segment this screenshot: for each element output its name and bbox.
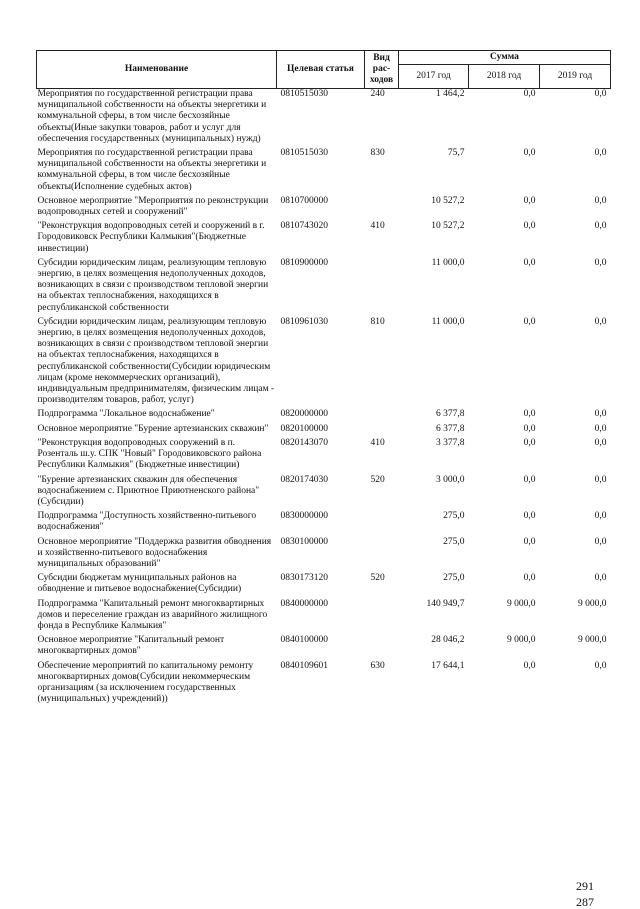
row-2017: 3 377,8: [436, 437, 465, 448]
row-code: 0830000000: [280, 511, 328, 522]
row-vid: 810: [370, 316, 385, 327]
row-code: 0820000000: [280, 409, 328, 420]
table-row: [37, 537, 611, 574]
row-2017: 10 527,2: [431, 195, 465, 206]
row-2018: 0,0: [523, 423, 536, 434]
row-2019: 0,0: [594, 148, 607, 159]
row-vid: [365, 635, 399, 660]
row-2017: 75,7: [447, 148, 465, 159]
table-row: [37, 148, 611, 196]
header-2019: 2019 год: [540, 65, 611, 89]
row-2019: 0,0: [594, 89, 607, 99]
table-row: [37, 599, 611, 636]
row-vid: [365, 511, 399, 536]
row-code: 0830173120: [280, 573, 328, 584]
row-code: 0810743020: [280, 221, 328, 232]
row-2019: 0,0: [594, 660, 607, 671]
row-2018: 9 000,0: [507, 635, 536, 646]
row-name: Основное мероприятие "Поддержка развития обводнения и хозяйственно-питьевого водоснабжения муниципальных образований": [37, 536, 272, 569]
row-code: 0810961030: [280, 316, 328, 327]
row-2019: 0,0: [594, 573, 607, 584]
table-row: [37, 438, 611, 475]
row-2018: 0,0: [523, 257, 536, 268]
table-row: [37, 635, 611, 660]
table-row: [37, 511, 611, 536]
budget-table: [36, 50, 611, 708]
row-2017: 11 000,0: [431, 316, 465, 327]
table-row: [37, 409, 611, 423]
row-2017: 275,0: [443, 511, 465, 522]
row-code: 0810900000: [280, 257, 328, 268]
row-2018: 0,0: [523, 195, 536, 206]
row-name: "Реконструкция водопроводных сетей и сооружений в г. Городовиковск Республики Калмыкия"(Бюджетные инвестиции): [37, 221, 265, 254]
row-2017: 140 949,7: [426, 598, 465, 609]
header-vid: Вид рас-ходов: [365, 51, 399, 89]
row-name: "Бурение артезианских скважин для обеспечения водоснабжением с. Приютное Приютненского района"(Субсидии): [37, 474, 260, 507]
row-2017: 275,0: [443, 536, 465, 547]
row-2017: 17 644,1: [431, 660, 465, 671]
row-2018: 0,0: [523, 536, 536, 547]
table-row: [37, 573, 611, 598]
row-2017: 6 377,8: [436, 423, 465, 434]
row-2017: 10 527,2: [431, 221, 465, 232]
row-2019: 0,0: [594, 474, 607, 485]
row-2019: 0,0: [594, 195, 607, 206]
row-name: Мероприятия по государственной регистрации права муниципальной собственности на объекты энергетики и коммунальной сферы, в том числе бесхозяйные объекты(Иные закупки товаров, работ и услуг для обеспечения государственных (муниципальных) нужд): [37, 89, 267, 144]
row-2018: 0,0: [523, 221, 536, 232]
row-vid: [365, 599, 399, 636]
table-body: [37, 89, 611, 709]
row-code: 0810515030: [280, 89, 328, 99]
row-2018: 0,0: [523, 660, 536, 671]
row-vid: 520: [370, 573, 385, 584]
row-name: Подпрограмма "Капитальный ремонт многоквартирных домов и переселение граждан из аварийного жилищного фонда в Республике Калмыкия": [37, 598, 268, 631]
header-2017: 2017 год: [399, 65, 469, 89]
table-row: [37, 258, 611, 317]
row-2019: 0,0: [594, 316, 607, 327]
row-name: Основное мероприятие "Мероприятия по реконструкции водопроводных сетей и сооружений": [37, 195, 269, 218]
row-2019: 0,0: [594, 257, 607, 268]
row-code: 0840100000: [280, 635, 328, 646]
row-2018: 9 000,0: [507, 598, 536, 609]
table-row: [37, 661, 611, 709]
row-name: Подпрограмма "Доступность хозяйственно-питьевого водоснабжения": [37, 511, 257, 533]
budget-table-page: [36, 50, 610, 708]
row-2019: 0,0: [594, 437, 607, 448]
row-2019: 0,0: [594, 423, 607, 434]
row-name: Основное мероприятие "Бурение артезианских скважин": [37, 423, 269, 434]
row-2017: 6 377,8: [436, 409, 465, 420]
row-code: 0840109601: [280, 660, 328, 671]
row-name: Мероприятия по государственной регистрации права муниципальной собственности на объекты энергетики и коммунальной сферы, в том числе бесхозяйные объекты(Исполнение судебных актов): [37, 148, 267, 192]
page-number-secondary: 287: [576, 895, 594, 909]
row-2017: 3 000,0: [436, 474, 465, 485]
row-name: Субсидии юридическим лицам, реализующим тепловую энергию, в целях возмещения недополученных доходов, возникающих в связи с производством тепловой энергии на объектах теплоснабжения, находящихся в республиканской собственности: [37, 257, 269, 313]
row-code: 0820143070: [280, 437, 328, 448]
row-2017: 28 046,2: [431, 635, 465, 646]
row-name: Основное мероприятие "Капитальный ремонт многоквартирных домов": [37, 635, 225, 657]
table-row: [37, 475, 611, 512]
header-name: Наименование: [37, 51, 277, 89]
row-vid: 630: [370, 660, 385, 671]
row-code: 0820174030: [280, 474, 328, 485]
page-number: 291: [576, 879, 594, 893]
table-row: [37, 317, 611, 410]
row-vid: [365, 258, 399, 317]
row-vid: 830: [370, 148, 385, 159]
row-vid: 410: [370, 437, 385, 448]
row-vid: 240: [370, 89, 385, 99]
row-2018: 0,0: [523, 474, 536, 485]
row-2018: 0,0: [523, 148, 536, 159]
row-2019: 0,0: [594, 221, 607, 232]
table-row: [37, 89, 611, 149]
table-header: [37, 51, 611, 89]
table-row: [37, 221, 611, 258]
row-code: 0810515030: [280, 148, 328, 159]
row-name: Подпрограмма "Локальное водоснабжение": [37, 409, 215, 420]
row-name: "Реконструкция водопроводных сооружений в п. Розенталь ш.у. СПК "Новый" Городовиковского района Республики Калмыкия" (Бюджетные инвестиции): [37, 437, 262, 471]
row-vid: [365, 196, 399, 221]
row-2019: 0,0: [594, 536, 607, 547]
row-vid: 410: [370, 221, 385, 232]
row-2018: 0,0: [523, 573, 536, 584]
table-row: [37, 424, 611, 438]
row-2018: 0,0: [523, 316, 536, 327]
row-vid: [365, 424, 399, 438]
row-name: Субсидии юридическим лицам, реализующим тепловую энергию, в целях возмещения недополученных доходов, возникающих в связи с производством тепловой энергии на объектах теплоснабжения, находящихся в республиканской собственности(Субсидии юридическим лицам (кроме некоммерческих организаций), индивидуальным предпринимателям, физическим лицам - производителям товаров, работ, услуг): [37, 316, 275, 406]
row-2018: 0,0: [523, 409, 536, 420]
row-code: 0810700000: [280, 195, 328, 206]
row-2018: 0,0: [523, 89, 536, 99]
header-2018: 2018 год: [469, 65, 540, 89]
row-2017: 11 000,0: [431, 257, 465, 268]
row-code: 0840000000: [280, 598, 328, 609]
row-2017: 1 464,2: [436, 89, 465, 99]
table-row: [37, 196, 611, 221]
row-vid: [365, 537, 399, 574]
row-2019: 9 000,0: [578, 598, 607, 609]
row-code: 0820100000: [280, 423, 328, 434]
row-2019: 0,0: [594, 409, 607, 420]
row-name: Обеспечение мероприятий по капитальному ремонту многоквартирных домов(Субсидии некоммерческим организациям (за исключением государственных (муниципальных) учреждений)): [37, 660, 254, 705]
row-vid: 520: [370, 474, 385, 485]
header-sum: Сумма: [399, 51, 611, 65]
row-name: Субсидии бюджетам муниципальных районов на обводнение и питьевое водоснабжение(Субсидии): [37, 573, 242, 595]
row-2019: 9 000,0: [578, 635, 607, 646]
row-2017: 275,0: [443, 573, 465, 584]
row-vid: [365, 409, 399, 423]
row-2019: 0,0: [594, 511, 607, 522]
row-2018: 0,0: [523, 437, 536, 448]
header-code: Целевая статья: [277, 51, 365, 89]
row-code: 0830100000: [280, 536, 328, 547]
row-2018: 0,0: [523, 511, 536, 522]
